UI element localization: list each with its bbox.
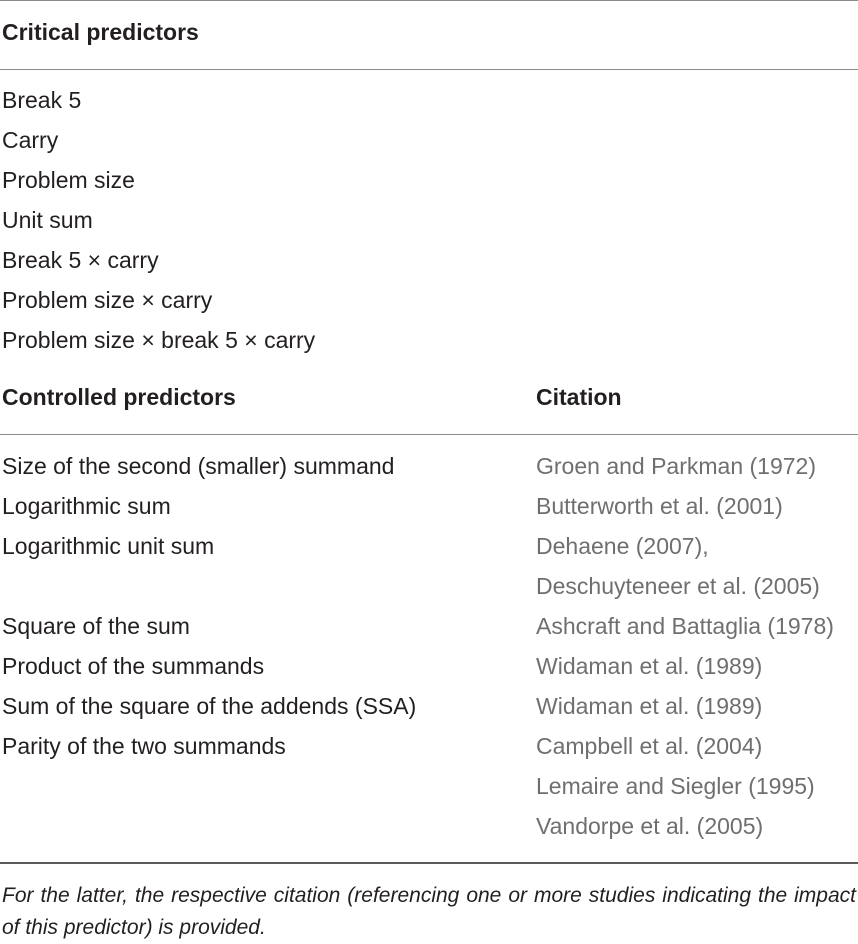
citation-header: Citation bbox=[536, 384, 622, 410]
controlled-predictor: Parity of the two summands bbox=[2, 733, 286, 759]
table-footnote: For the latter, the respective citation (referencing one or more studies indicating the impact of this predictor) is provided. bbox=[2, 884, 856, 939]
citation: Dehaene (2007), bbox=[536, 533, 709, 559]
citation: Vandorpe et al. (2005) bbox=[536, 813, 764, 839]
critical-predictor-item: Unit sum bbox=[2, 207, 93, 233]
controlled-predictors-header: Controlled predictors bbox=[2, 384, 236, 410]
bottom-rule bbox=[0, 862, 858, 864]
citation: Ashcraft and Battaglia (1978) bbox=[536, 613, 834, 639]
critical-header-rule bbox=[0, 69, 858, 70]
controlled-header-rule bbox=[0, 434, 858, 435]
critical-predictor-item: Break 5 × carry bbox=[2, 247, 159, 273]
citation: Widaman et al. (1989) bbox=[536, 653, 763, 679]
controlled-predictor: Logarithmic unit sum bbox=[2, 533, 215, 559]
top-rule bbox=[0, 0, 858, 1]
citation: Groen and Parkman (1972) bbox=[536, 453, 816, 479]
citation: Campbell et al. (2004) bbox=[536, 733, 763, 759]
controlled-predictor: Square of the sum bbox=[2, 613, 190, 639]
controlled-predictor: Sum of the square of the addends (SSA) bbox=[2, 693, 417, 719]
citation: Lemaire and Siegler (1995) bbox=[536, 773, 815, 799]
controlled-predictor: Product of the summands bbox=[2, 653, 265, 679]
citation: Butterworth et al. (2001) bbox=[536, 493, 783, 519]
critical-predictor-item: Problem size bbox=[2, 167, 135, 193]
controlled-predictor: Logarithmic sum bbox=[2, 493, 171, 519]
controlled-predictor: Size of the second (smaller) summand bbox=[2, 453, 395, 479]
citation: Deschuyteneer et al. (2005) bbox=[536, 573, 820, 599]
critical-predictor-item: Problem size × carry bbox=[2, 287, 213, 313]
critical-predictors-header: Critical predictors bbox=[2, 19, 199, 45]
critical-predictor-item: Carry bbox=[2, 127, 59, 153]
critical-predictor-item: Break 5 bbox=[2, 87, 82, 113]
critical-predictor-item: Problem size × break 5 × carry bbox=[2, 327, 316, 353]
citation: Widaman et al. (1989) bbox=[536, 693, 763, 719]
